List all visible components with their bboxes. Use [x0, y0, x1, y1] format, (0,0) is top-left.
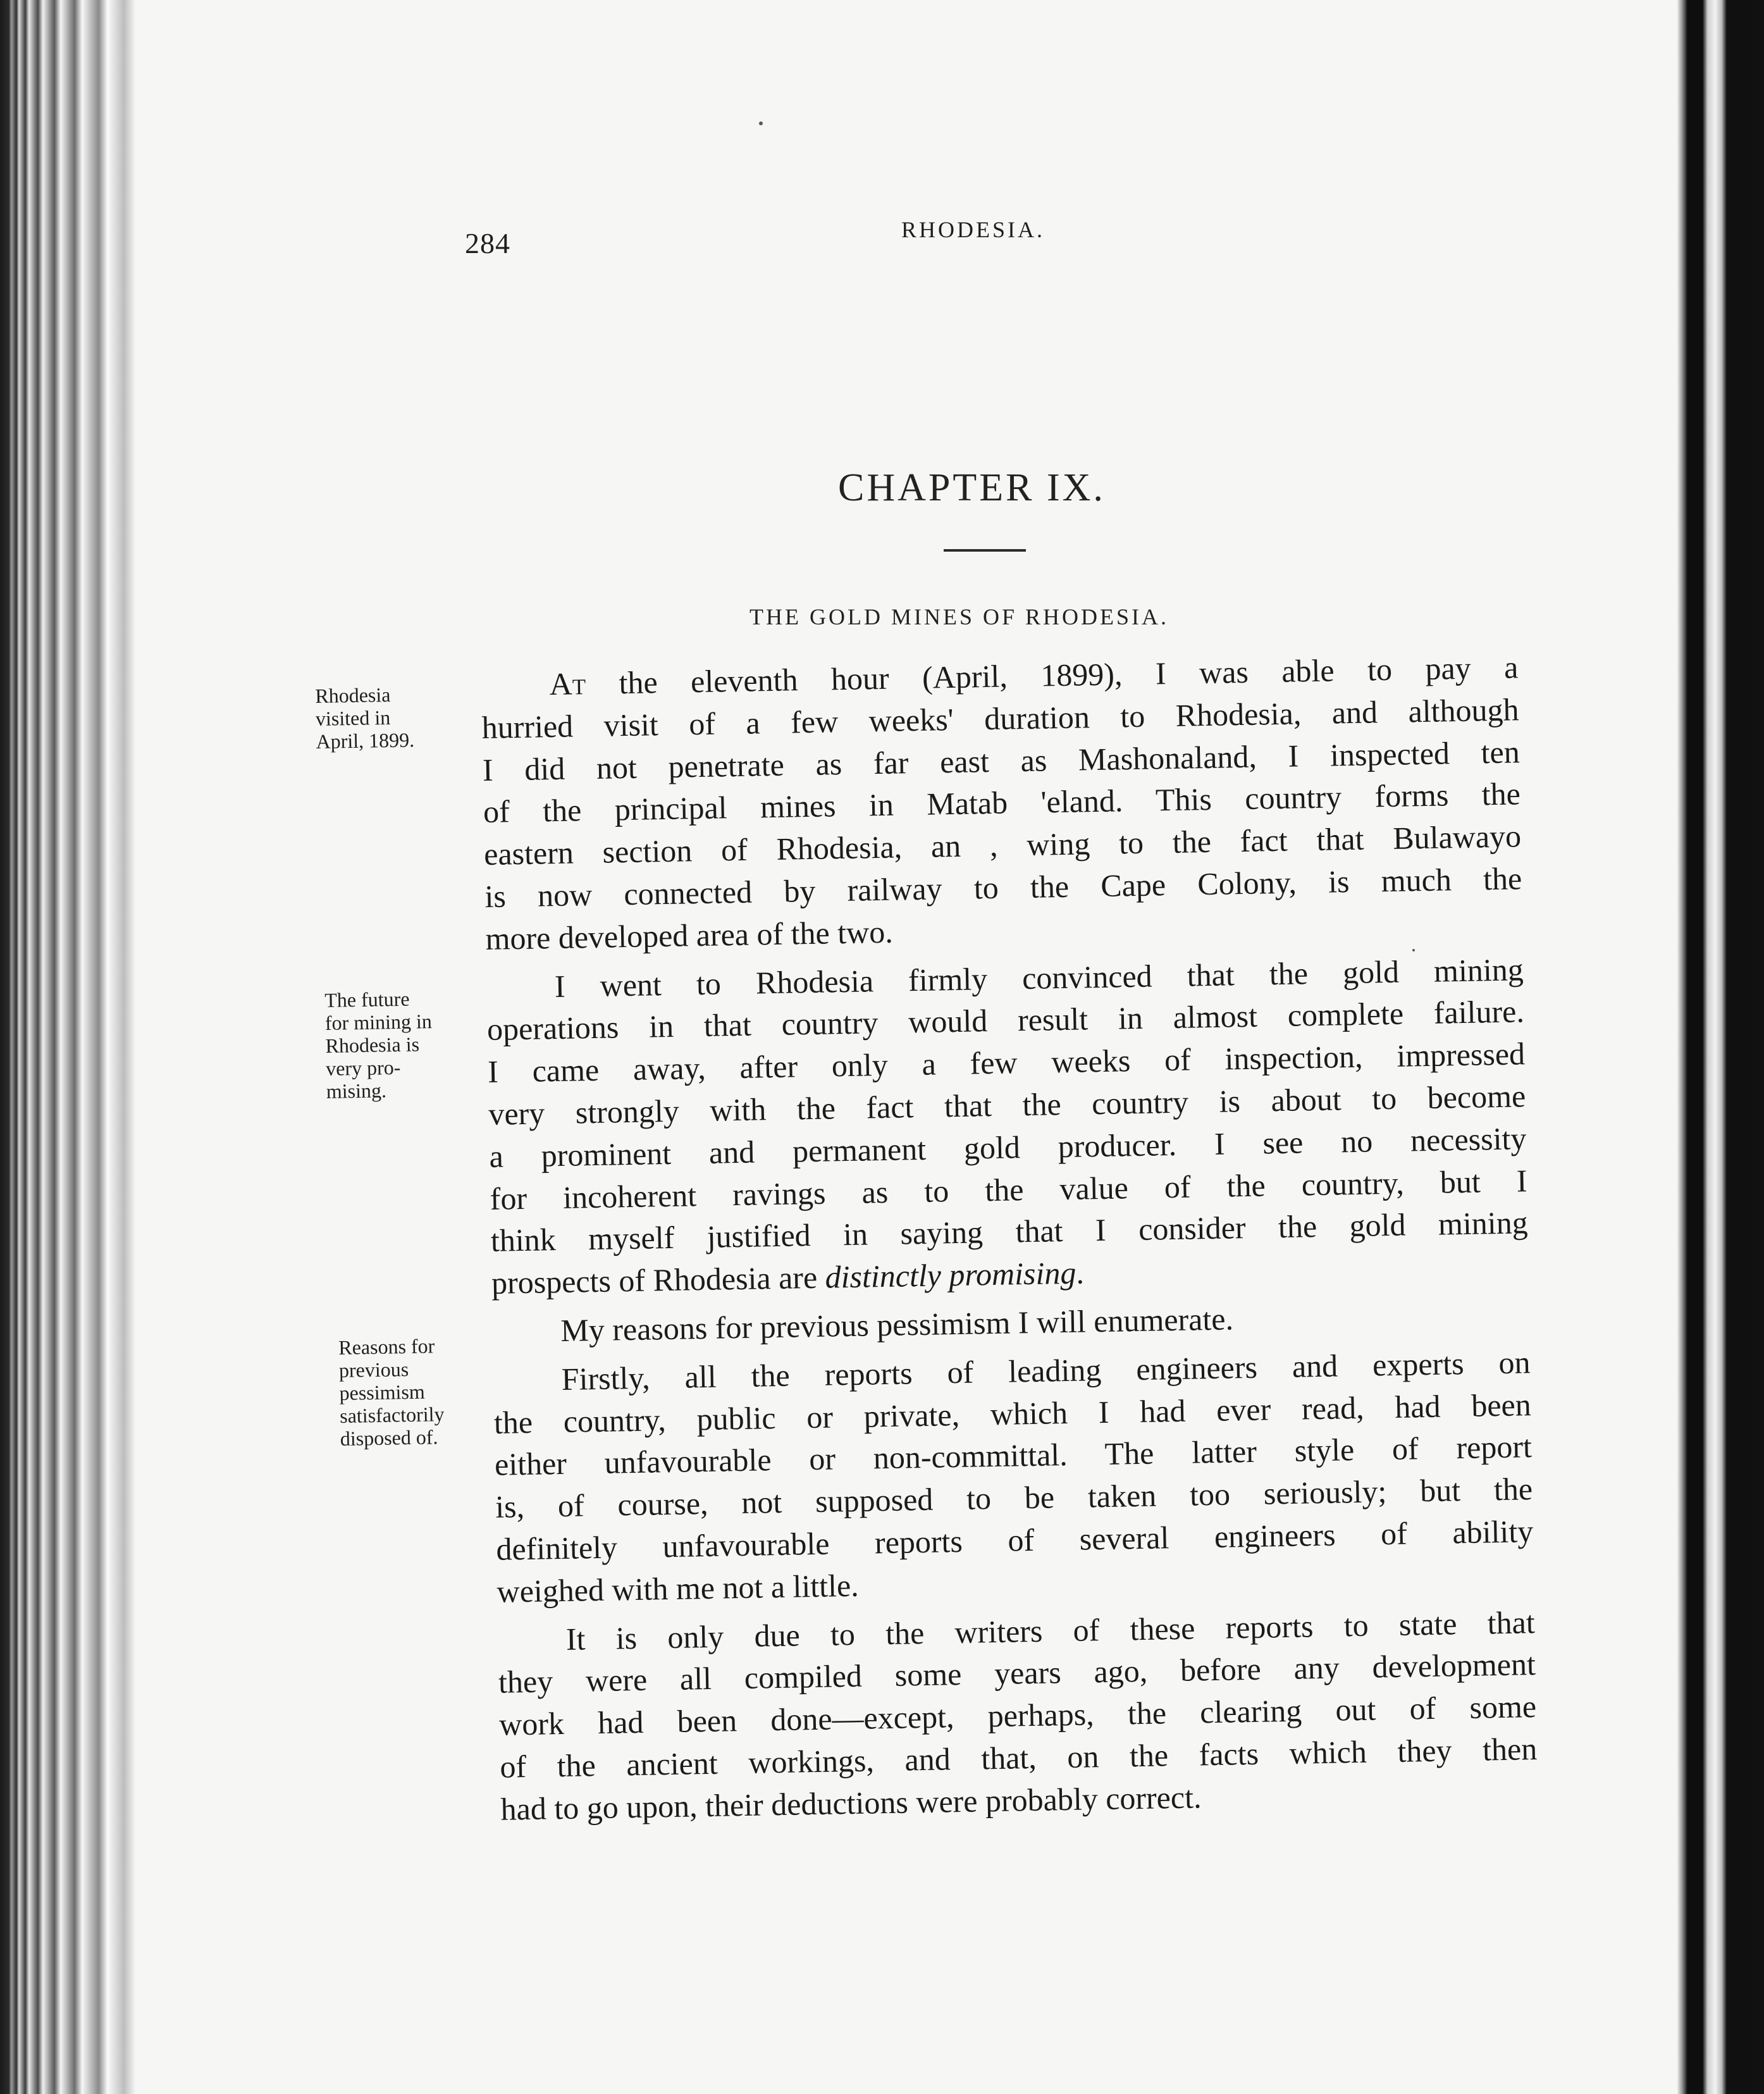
text-line: weighed with me not a little.: [497, 1567, 860, 1609]
sidenote-line: pessimism: [339, 1380, 425, 1404]
sidenote-line: disposed of.: [340, 1425, 438, 1450]
drop-word: At: [549, 666, 586, 702]
paragraph-1: [481, 646, 1523, 960]
text-line: eastern section of Rhodesia, an , wing to the fact that Bulawayo: [483, 818, 1522, 872]
sidenote-line: Rhodesia: [315, 683, 391, 707]
text-line: for incoherent ravings as to the value of the country, but I: [490, 1162, 1527, 1217]
text-line: definitely unfavourable reports of several engineers of ability: [495, 1513, 1534, 1567]
text-line: It is only due to the writers of these reports to state that: [565, 1604, 1536, 1657]
book-binding-edge: [0, 0, 136, 2094]
text-line: a prominent and permanent gold producer. I see no necessity: [489, 1120, 1527, 1174]
running-title: RHODESIA.: [901, 217, 1045, 242]
sidenote-reasons-pessimism: [338, 1334, 445, 1450]
sidenote-line: previous: [338, 1358, 409, 1382]
text-line: more developed area of the two.: [485, 914, 894, 957]
sidenote-line: Rhodesia is: [325, 1032, 420, 1057]
chapter-divider-rule: [944, 549, 1026, 552]
sidenote-line: for mining in: [324, 1010, 433, 1034]
text-line: is, of course, not supposed to be taken too seriously; but the: [495, 1471, 1533, 1525]
paper-speck: [1412, 949, 1415, 951]
text-line: operations in that country would result in almost complete failure.: [486, 993, 1525, 1048]
sidenote-line: Reasons for: [338, 1334, 435, 1359]
text-line: very strongly with the fact that the country is about to become: [488, 1078, 1526, 1132]
right-page-edge: [1677, 0, 1764, 2094]
text-line: I came away, after only a few weeks of inspection, impressed: [487, 1036, 1526, 1090]
text-line: of the principal mines in Matab 'eland. This country forms the: [483, 776, 1521, 830]
text-line: they were all compiled some years ago, before any development: [498, 1646, 1536, 1701]
sidenote-line: very pro-: [325, 1055, 401, 1080]
body-text: [481, 646, 1538, 1837]
text-line: I went to Rhodesia firmly convinced that the gold mining: [554, 951, 1524, 1004]
paragraph-4: [493, 1341, 1534, 1613]
sidenote-future-mining: [324, 987, 433, 1103]
text-line: the country, public or private, which I had ever read, had been: [493, 1386, 1532, 1440]
paragraph-2: [486, 948, 1529, 1304]
text-line: is now connected by railway to the Cape Colony, is much the: [484, 860, 1522, 914]
text-line: work had been done—except, perhaps, the clearing out of some: [498, 1688, 1537, 1742]
sidenote-line: April, 1899.: [316, 728, 415, 753]
sidenote-line: visited in: [315, 705, 391, 730]
sidenote-line: mising.: [326, 1079, 387, 1103]
text-fragment: the eleventh hour (April, 1899), I was able to pay a: [585, 649, 1519, 702]
text-line: My reasons for previous pessimism I will enumerate.: [560, 1301, 1234, 1348]
text-line: think myself justified in saying that I consider the gold mining: [490, 1205, 1529, 1259]
text-line: of the ancient workings, and that, on the facts which they then: [499, 1731, 1538, 1785]
text-line: I did not penetrate as far east as Mashonaland, I inspected ten: [482, 733, 1520, 788]
sidenote-line: The future: [324, 987, 410, 1012]
text-line: hurried visit of a few weeks' duration to Rhodesia, and although: [481, 691, 1519, 745]
text-fragment: .: [1075, 1255, 1085, 1291]
sidenote-line: satisfactorily: [339, 1403, 445, 1427]
chapter-subtitle: THE GOLD MINES OF RHODESIA.: [749, 604, 1169, 629]
text-line: Firstly, all the reports of leading engineers and experts on: [561, 1344, 1531, 1397]
book-page: [136, 0, 1677, 2094]
page-number: 284: [465, 227, 510, 259]
chapter-heading: CHAPTER IX.: [838, 466, 1106, 509]
text-line: had to go upon, their deductions were probably correct.: [500, 1779, 1202, 1827]
emphasized-text: distinctly promising: [825, 1255, 1076, 1295]
running-head: [136, 213, 1677, 259]
text-line: either unfavourable or non-committal. The latter style of report: [494, 1428, 1533, 1483]
sidenote-rhodesia-visited: [315, 683, 414, 753]
text-fragment: prospects of Rhodesia are: [491, 1259, 826, 1301]
paragraph-5: [497, 1601, 1538, 1831]
paper-speck: [759, 121, 763, 125]
